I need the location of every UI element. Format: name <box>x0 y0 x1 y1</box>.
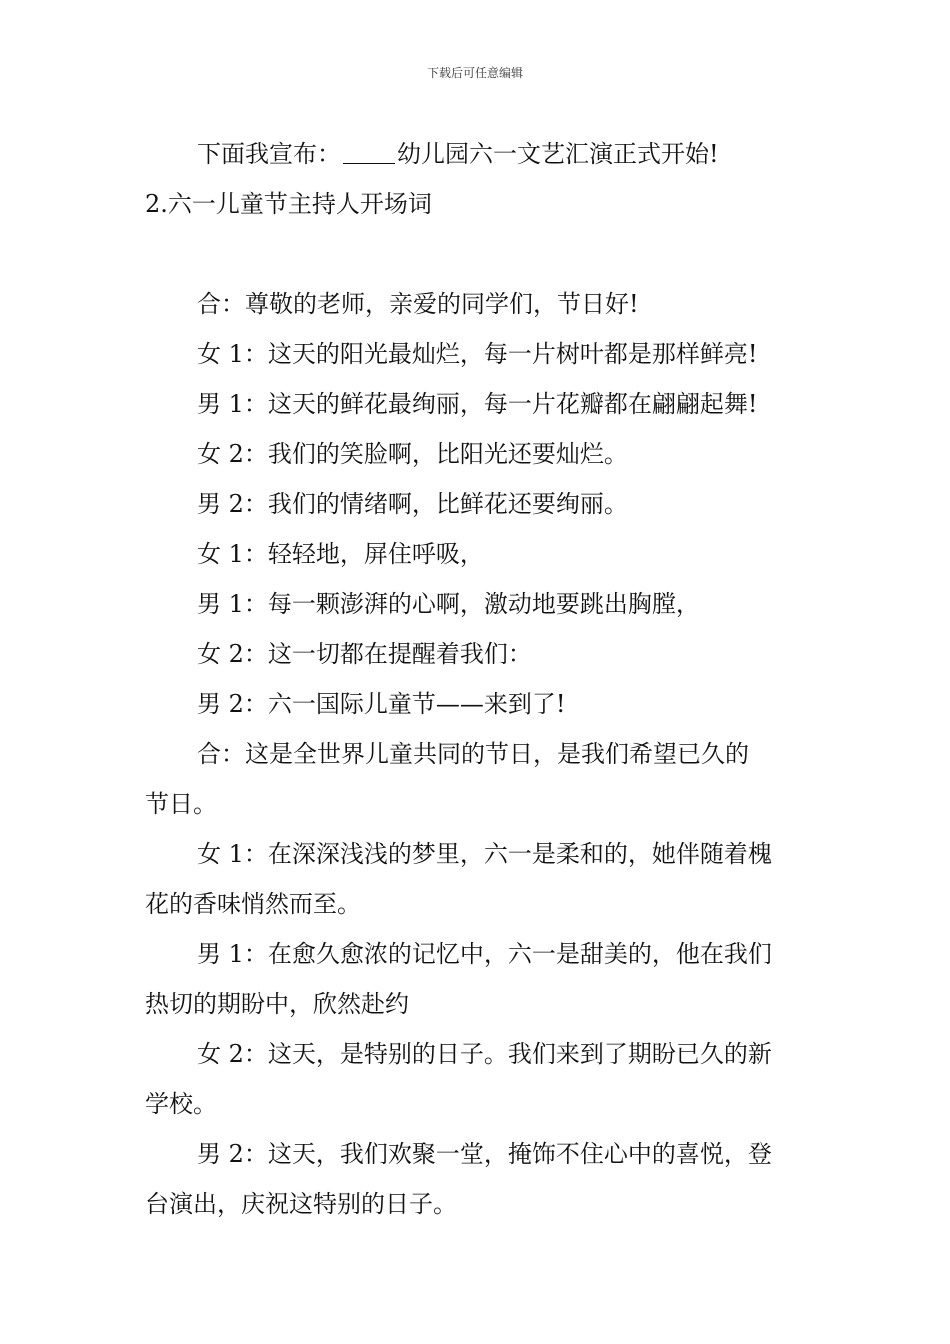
paragraph-line: 女 2：这一切都在提醒着我们： <box>197 640 532 668</box>
paragraph-line: 男 1：在愈久愈浓的记忆中，六一是甜美的，他在我们 <box>197 940 772 968</box>
paragraph-line: 女 1：轻轻地，屏住呼吸， <box>197 540 484 568</box>
section-title: 2.六一儿童节主持人开场词 <box>145 190 432 218</box>
announcement-prefix: 下面我宣布： <box>197 140 341 168</box>
paragraph-line: 合：尊敬的老师，亲爱的同学们，节日好! <box>197 290 639 318</box>
page-header: 下载后可任意编辑 <box>426 66 523 80</box>
paragraph-continuation: 热切的期盼中，欣然赴约 <box>145 990 409 1018</box>
paragraph-line: 女 2：这天，是特别的日子。我们来到了期盼已久的新 <box>197 1040 772 1068</box>
paragraph-line: 男 1：每一颗澎湃的心啊，激动地要跳出胸膛， <box>197 590 700 618</box>
blank-spacer <box>145 229 810 279</box>
document-body <box>145 129 810 1229</box>
paragraph-continuation: 花的香味悄然而至。 <box>145 890 361 918</box>
paragraph-line: 女 1：这天的阳光最灿烂，每一片树叶都是那样鲜亮! <box>197 340 758 368</box>
paragraph-line: 男 2：这天，我们欢聚一堂，掩饰不住心中的喜悦，登 <box>197 1140 772 1168</box>
paragraph-continuation: 节日。 <box>145 790 217 818</box>
paragraph-line: 合：这是全世界儿童共同的节日，是我们希望已久的 <box>197 740 749 768</box>
paragraph-line: 女 1：在深深浅浅的梦里，六一是柔和的，她伴随着槐 <box>197 840 772 868</box>
paragraph-line: 男 1：这天的鲜花最绚丽，每一片花瓣都在翩翩起舞! <box>197 390 758 418</box>
paragraph-line: 女 2：我们的笑脸啊，比阳光还要灿烂。 <box>197 440 628 468</box>
fill-in-blank <box>343 141 395 164</box>
paragraph-continuation: 学校。 <box>145 1090 217 1118</box>
announcement-suffix: 幼儿园六一文艺汇演正式开始! <box>397 140 719 168</box>
paragraph-line: 男 2：六一国际儿童节——来到了! <box>197 690 566 718</box>
paragraph-continuation: 台演出，庆祝这特别的日子。 <box>145 1190 457 1218</box>
paragraph-line: 男 2：我们的情绪啊，比鲜花还要绚丽。 <box>197 490 628 518</box>
announcement-line <box>145 129 810 179</box>
